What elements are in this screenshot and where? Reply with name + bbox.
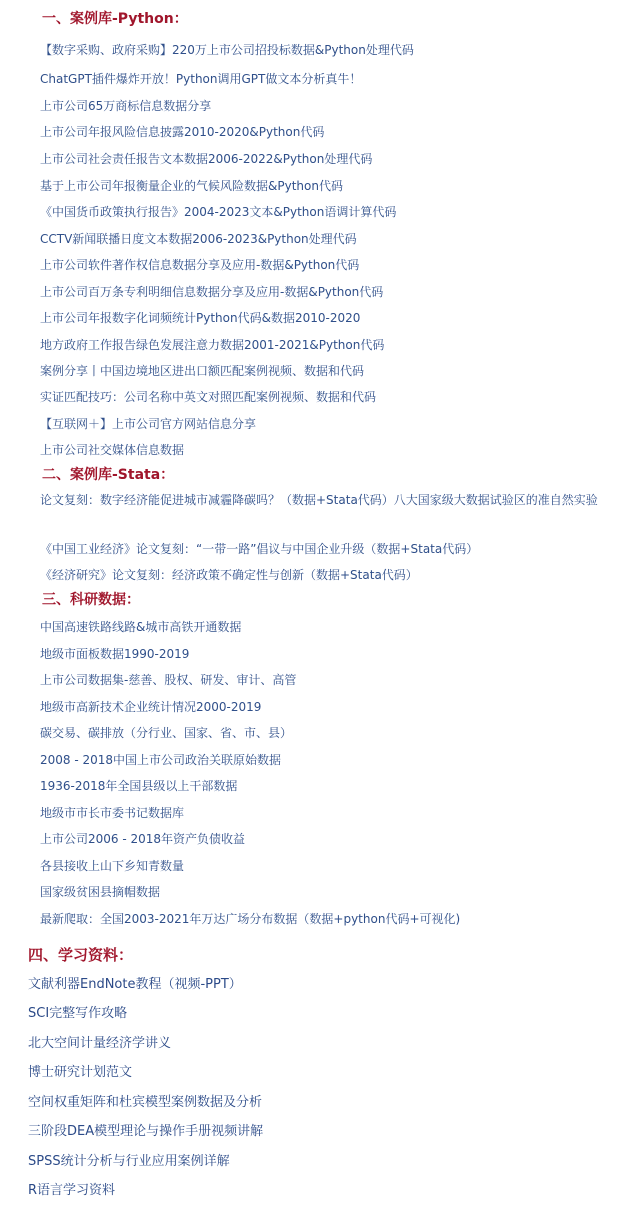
link-item[interactable]: 上市公司软件著作权信息数据分享及应用-数据&Python代码 [40, 258, 360, 272]
link-item[interactable]: 《中国货币政策执行报告》2004-2023文本&Python语调计算代码 [40, 205, 397, 219]
link-item[interactable]: 上市公司年报风险信息披露2010-2020&Python代码 [40, 125, 325, 139]
link-item[interactable]: 地级市高新技术企业统计情况2000-2019 [40, 700, 262, 714]
link-item[interactable]: 2008 - 2018中国上市公司政治关联原始数据 [40, 753, 282, 767]
link-item[interactable]: 《中国工业经济》论文复刻：“一带一路”倡议与中国企业升级（数据+Stata代码） [40, 542, 479, 556]
link-item[interactable]: 地级市面板数据1990-2019 [40, 647, 190, 661]
link-item[interactable]: 上市公司百万条专利明细信息数据分享及应用-数据&Python代码 [40, 285, 384, 299]
link-item[interactable]: 上市公司年报数字化词频统计Python代码&数据2010-2020 [40, 311, 361, 325]
link-item[interactable]: 1936-2018年全国县级以上干部数据 [40, 779, 238, 793]
link-item[interactable]: 北大空间计量经济学讲义 [28, 1036, 172, 1051]
link-item[interactable]: 上市公司65万商标信息数据分享 [40, 99, 212, 113]
link-item[interactable]: 【数字采购、政府采购】220万上市公司招投标数据&Python处理代码 [40, 43, 414, 57]
link-item[interactable]: 空间权重矩阵和杜宾模型案例数据及分析 [28, 1095, 263, 1110]
section-heading-learning-materials: 四、学习资料： [28, 946, 134, 964]
link-item[interactable]: 上市公司社会责任报告文本数据2006-2022&Python处理代码 [40, 152, 373, 166]
link-item[interactable]: CCTV新闻联播日度文本数据2006-2023&Python处理代码 [40, 232, 357, 246]
link-item[interactable]: 《经济研究》论文复刻：经济政策不确定性与创新（数据+Stata代码） [40, 568, 418, 582]
link-item[interactable]: 最新爬取：全国2003-2021年万达广场分布数据（数据+python代码+可视化) [40, 912, 461, 926]
section-heading-research-data: 三、科研数据： [42, 592, 140, 608]
link-item[interactable]: 【互联网＋】上市公司官方网站信息分享 [40, 417, 257, 431]
link-item[interactable]: 基于上市公司年报衡量企业的气候风险数据&Python代码 [40, 179, 343, 193]
link-item[interactable]: SPSS统计分析与行业应用案例详解 [28, 1154, 230, 1169]
link-item[interactable]: 博士研究计划范文 [28, 1065, 133, 1080]
link-item[interactable]: 上市公司社交媒体信息数据 [40, 443, 185, 457]
link-item[interactable]: 实证匹配技巧：公司名称中英文对照匹配案例视频、数据和代码 [40, 390, 377, 404]
link-item[interactable]: 案例分享丨中国边境地区进出口额匹配案例视频、数据和代码 [40, 364, 365, 378]
link-item[interactable]: 碳交易、碳排放（分行业、国家、省、市、县） [40, 726, 293, 740]
link-item[interactable]: 各县接收上山下乡知青数量 [40, 859, 185, 873]
link-item[interactable]: 国家级贫困县摘帽数据 [40, 885, 161, 899]
link-item[interactable]: 论文复刻：数字经济能促进城市减霾降碳吗？（数据+Stata代码）八大国家级大数据试验区的准自然实验 [40, 493, 598, 507]
link-item[interactable]: R语言学习资料 [28, 1183, 116, 1198]
link-item[interactable]: 中国高速铁路线路&城市高铁开通数据 [40, 620, 242, 634]
link-item[interactable]: 文献利器EndNote教程（视频-PPT） [28, 977, 242, 992]
section-heading-python: 一、案例库-Python： [42, 11, 188, 27]
link-item[interactable]: 地级市市长市委书记数据库 [40, 806, 185, 820]
link-item[interactable]: 三阶段DEA模型理论与操作手册视频讲解 [28, 1124, 264, 1139]
link-item[interactable]: 上市公司2006 - 2018年资产负债收益 [40, 832, 246, 846]
section-heading-stata: 二、案例库-Stata： [42, 467, 175, 483]
link-item[interactable]: SCI完整写作攻略 [28, 1006, 128, 1021]
link-item[interactable]: ChatGPT插件爆炸开放！Python调用GPT做文本分析真牛！ [40, 72, 362, 86]
link-item[interactable]: 地方政府工作报告绿色发展注意力数据2001-2021&Python代码 [40, 338, 385, 352]
link-item[interactable]: 上市公司数据集-慈善、股权、研发、审计、高管 [40, 673, 297, 687]
